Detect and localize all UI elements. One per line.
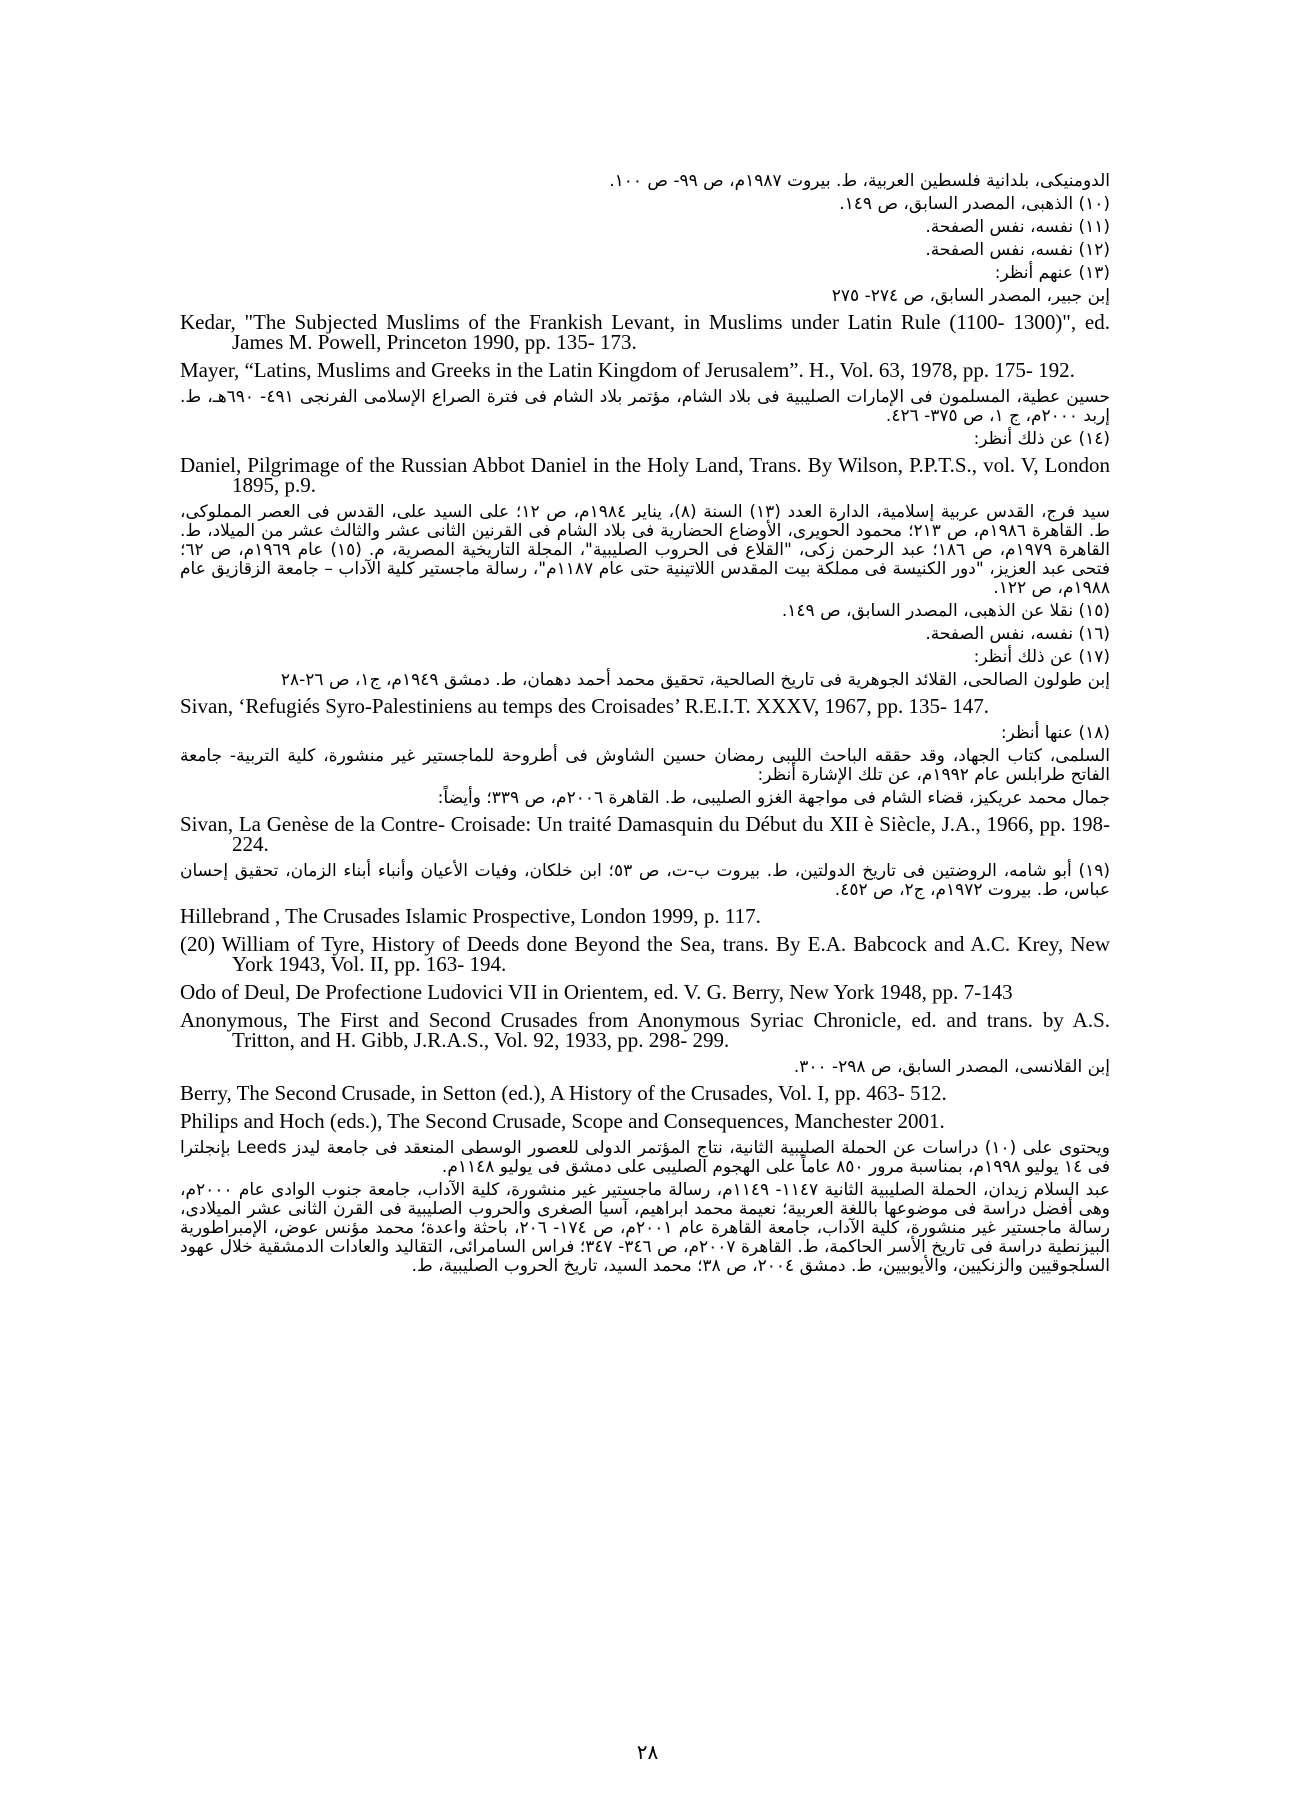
page-number: ٢٨ bbox=[636, 1740, 659, 1764]
arabic-reference-line: عبد السلام زيدان، الحملة الصليبية الثانية ١١٤٧- ١١٤٩م، رسالة ماجستير غير منشورة، كلية الآداب، جامعة جنوب الوادى عام ٢٠٠٠م، وهى أفضل دراسة فى موضوعها باللغة العربية؛ نعيمة محمد ابراهيم، آسيا الصغرى والحروب الصليبية فى القرن الثانى عشر الميلادى، رسالة ماجستير غير منشورة، كلية الآداب، جامعة القاهرة عام ٢٠٠١م، ص ١٧٤- ٢٠٦، باحثة واعدة؛ محمد مؤنس عوض، الإمبراطورية البيزنطية دراسة فى تاريخ الأسر الحاكمة، ط. القاهرة ٢٠٠٧م، ص ٣٤٦- ٣٤٧؛ فراس السامرائى، التقاليد والعادات الدمشقية خلال عهود السلجوقيين والزنكيين، والأيوبيين، ط. دمشق ٢٠٠٤، ص ٣٨؛ محمد السيد، تاريخ الحروب الصليبية، ط. bbox=[180, 1180, 1111, 1276]
arabic-reference-line: (١٠) الذهبى، المصدر السابق، ص ١٤٩. bbox=[839, 194, 1110, 214]
english-reference-line: Daniel, Pilgrimage of the Russian Abbot Daniel in the Holy Land, Trans. By Wilson, P.P.T.S., vol. V, London 1895, p.9. bbox=[180, 453, 1110, 497]
arabic-reference-line: جمال محمد عريكيز، قضاء الشام فى مواجهة الغزو الصليبى، ط. القاهرة ٢٠٠٦م، ص ٣٣٩؛ وأيضاً: bbox=[437, 788, 1110, 808]
arabic-reference-line: السلمى، كتاب الجهاد، وقد حققه الباحث الليبى رمضان حسين الشاوش فى أطروحة للماجستير غير منشورة، كلية التربية- جامعة الفاتح طرابلس عام ١٩٩٢م، عن تلك الإشارة أنظر: bbox=[180, 746, 1110, 785]
english-reference-line: Sivan, ‘Refugiés Syro-Palestiniens au temps des Croisades’ R.E.I.T. XXXV, 1967, pp. 135- 147. bbox=[180, 694, 989, 718]
footnotes-block bbox=[180, 172, 1110, 1280]
arabic-reference-line: (١٥) نقلا عن الذهبى، المصدر السابق، ص ١٤٩. bbox=[781, 601, 1110, 621]
english-reference-line: Anonymous, The First and Second Crusades from Anonymous Syriac Chronicle, ed. and trans. by A.S. Tritton, and H. Gibb, J.R.A.S., Vol. 92, 1933, pp. 298- 299. bbox=[180, 1008, 1110, 1052]
arabic-reference-line: (١١) نفسه، نفس الصفحة. bbox=[925, 217, 1110, 237]
english-reference-line: Odo of Deul, De Profectione Ludovici VII in Orientem, ed. V. G. Berry, New York 1948, pp. 7-143 bbox=[180, 980, 1013, 1004]
arabic-reference-line: (١٦) نفسه، نفس الصفحة. bbox=[925, 624, 1110, 644]
arabic-reference-line: ويحتوى على (١٠) دراسات عن الحملة الصليبية الثانية، نتاج المؤتمر الدولى للعصور الوسطى المنعقد فى جامعة ليدز Leeds بإنجلترا فى ١٤ يوليو ١٩٩٨م، بمناسبة مرور ٨٥٠ عاماً على الهجوم الصليبى على دمشق فى يوليو ١١٤٨م. bbox=[180, 1138, 1110, 1177]
english-reference-line: Mayer, “Latins, Muslims and Greeks in the Latin Kingdom of Jerusalem”. H., Vol. 63, 1978, pp. 175- 192. bbox=[180, 358, 1075, 382]
english-reference-line: Kedar, "The Subjected Muslims of the Frankish Levant, in Muslims under Latin Rule (1100- 1300)", ed. James M. Powell, Princeton 1990, pp. 135- 173. bbox=[180, 310, 1110, 354]
arabic-reference-line: حسين عطية، المسلمون فى الإمارات الصليبية فى بلاد الشام، مؤتمر بلاد الشام فى فترة الصراع الإسلامى الفرنجى ٤٩١- ٦٩٠هـ، ط. إربد ٢٠٠٠م، ج ١، ص ٣٧٥- ٤٢٦. bbox=[180, 387, 1110, 426]
arabic-reference-line: (١٣) عنهم أنظر: bbox=[994, 263, 1110, 283]
arabic-reference-line: سيد فرج، القدس عربية إسلامية، الدارة العدد (١٣) السنة (٨)، يناير ١٩٨٤م، ص ١٢؛ على السيد على، القدس فى العصر المملوكى، ط. القاهرة ١٩٨٦م، ص ٢١٣؛ محمود الحويرى، الأوضاع الحضارية فى بلاد الشام فى القرنين الثانى عشر والثالث عشر من الميلاد، ط. القاهرة ١٩٧٩م، ص ١٨٦؛ عبد الرحمن زكى، "القلاع فى الحروب الصليبية"، المجلة التاريخية المصرية، م. (١٥) عام ١٩٦٩م، ص ٦٢؛ فتحى عبد العزيز، "دور الكنيسة فى مملكة بيت المقدس اللاتينية حتى عام ١١٨٧م"، رسالة ماجستير كلية الآداب – جامعة الزقازيق عام ١٩٨٨م، ص ١٢٢. bbox=[180, 502, 1111, 598]
arabic-reference-line: إبن طولون الصالحى، القلائد الجوهرية فى تاريخ الصالحية، تحقيق محمد أحمد دهمان، ط. دمشق ١٩٤٩م، ج١، ص ٢٦-٢٨ bbox=[280, 670, 1110, 690]
arabic-reference-line: (١٤) عن ذلك أنظر: bbox=[973, 429, 1110, 449]
english-reference-line: (20) William of Tyre, History of Deeds done Beyond the Sea, trans. By E.A. Babcock and A.C. Krey, New York 1943, Vol. II, pp. 163- 194. bbox=[180, 932, 1110, 976]
arabic-reference-line: الدومنيكى، بلدانية فلسطين العربية، ط. بيروت ١٩٨٧م، ص ٩٩- ص ١٠٠. bbox=[609, 171, 1110, 191]
english-reference-line: Berry, The Second Crusade, in Setton (ed.), A History of the Crusades, Vol. I, pp. 463- 512. bbox=[180, 1081, 947, 1105]
english-reference-line: Hillebrand , The Crusades Islamic Prospective, London 1999, p. 117. bbox=[180, 904, 761, 928]
arabic-reference-line: (١٢) نفسه، نفس الصفحة. bbox=[925, 240, 1110, 260]
arabic-reference-line: (١٩) أبو شامه، الروضتين فى تاريخ الدولتين، ط. بيروت ب-ت، ص ٥٣؛ ابن خلكان، وفيات الأعيان وأنباء أبناء الزمان، تحقيق إحسان عباس، ط. بيروت ١٩٧٢م، ج٢، ص ٤٥٢. bbox=[180, 861, 1110, 900]
arabic-reference-line: إبن القلانسى، المصدر السابق، ص ٢٩٨- ٣٠٠. bbox=[793, 1057, 1110, 1077]
arabic-reference-line: (١٧) عن ذلك أنظر: bbox=[973, 647, 1110, 667]
english-reference-line: Philips and Hoch (eds.), The Second Crusade, Scope and Consequences, Manchester 2001. bbox=[180, 1109, 945, 1133]
arabic-reference-line: (١٨) عنها أنظر: bbox=[1000, 723, 1110, 743]
english-reference-line: Sivan, La Genèse de la Contre- Croisade: Un traité Damasquin du Début du XII è Siècle, J.A., 1966, pp. 198- 224. bbox=[180, 812, 1110, 856]
arabic-reference-line: إبن جبير، المصدر السابق، ص ٢٧٤- ٢٧٥ bbox=[831, 286, 1110, 306]
